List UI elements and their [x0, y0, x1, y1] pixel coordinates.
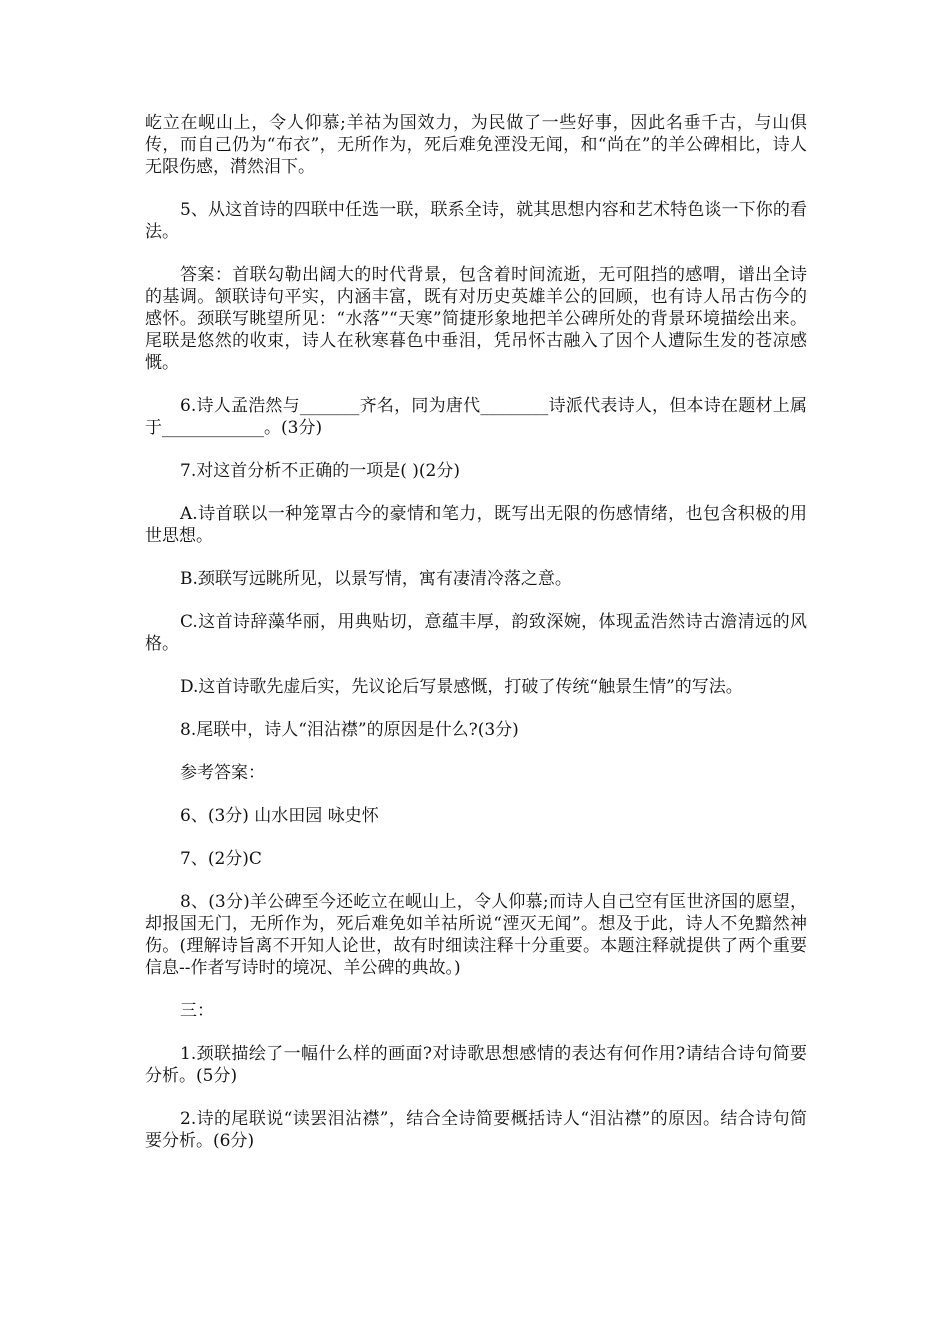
answer-8: 8、(3分)羊公碑至今还屹立在岘山上，令人仰慕;而诗人自己空有匡世济国的愿望，却报国无门，无所作为，死后难免如羊祜所说“湮灭无闻”。想及于此，诗人不免黯然神伤。(理解诗旨离不开知人论世，故有时细读注释十分重要。本题注释就提供了两个重要信息--作者写诗时的境况、羊公碑的典故。)	[145, 892, 807, 978]
answer-5: 答案：首联勾勒出阔大的时代背景，包含着时间流逝，无可阻挡的感喟，谱出全诗的基调。颔联诗句平实，内涵丰富，既有对历史英雄羊公的回顾，也有诗人吊古伤今的感怀。颈联写眺望所见：“水落”“天寒”简捷形象地把羊公碑所处的背景环境描绘出来。尾联是悠然的收束，诗人在秋寒暮色中垂泪，凭吊怀古融入了因个人遭际生发的苍凉感慨。	[145, 265, 807, 373]
answer-7: 7、(2分)C	[180, 849, 262, 869]
question-6: 6.诗人孟浩然与_______齐名，同为唐代________诗派代表诗人，但本诗在题材上属于____________。(3分)	[145, 396, 807, 438]
answer-6: 6、(3分) 山水田园 咏史怀	[180, 806, 379, 826]
option-a: A.诗首联以一种笼罩古今的豪情和笔力，既写出无限的伤感情绪，也包含积极的用世思想。	[145, 504, 807, 546]
section-three-heading: 三：	[180, 1001, 214, 1021]
reference-answer-heading: 参考答案：	[180, 763, 265, 783]
document-page	[145, 112, 807, 1173]
question-8: 8.尾联中，诗人“泪沾襟”的原因是什么?(3分)	[180, 720, 519, 740]
section-three-question-2: 2.诗的尾联说“读罢泪沾襟”，结合全诗简要概括诗人“泪沾襟”的原因。结合诗句简要分析。(6分)	[145, 1109, 807, 1151]
section-three-question-1: 1.颈联描绘了一幅什么样的画面?对诗歌思想感情的表达有何作用?请结合诗句简要分析。(5分)	[145, 1044, 807, 1086]
question-7: 7.对这首分析不正确的一项是( )(2分)	[180, 461, 460, 481]
paragraph-continuation: 屹立在岘山上，令人仰慕;羊祜为国效力，为民做了一些好事，因此名垂千古，与山俱传，而自己仍为“布衣”，无所作为，死后难免湮没无闻，和“尚在”的羊公碑相比，诗人无限伤感，潸然泪下。	[145, 113, 807, 177]
option-d: D.这首诗歌先虚后实，先议论后写景感慨，打破了传统“触景生情”的写法。	[180, 677, 743, 697]
option-b: B.颈联写远眺所见，以景写情，寓有凄清冷落之意。	[180, 569, 572, 589]
question-5: 5、从这首诗的四联中任选一联，联系全诗，就其思想内容和艺术特色谈一下你的看法。	[145, 200, 807, 242]
option-c: C.这首诗辞藻华丽，用典贴切，意蕴丰厚，韵致深婉，体现孟浩然诗古澹清远的风格。	[145, 612, 807, 654]
